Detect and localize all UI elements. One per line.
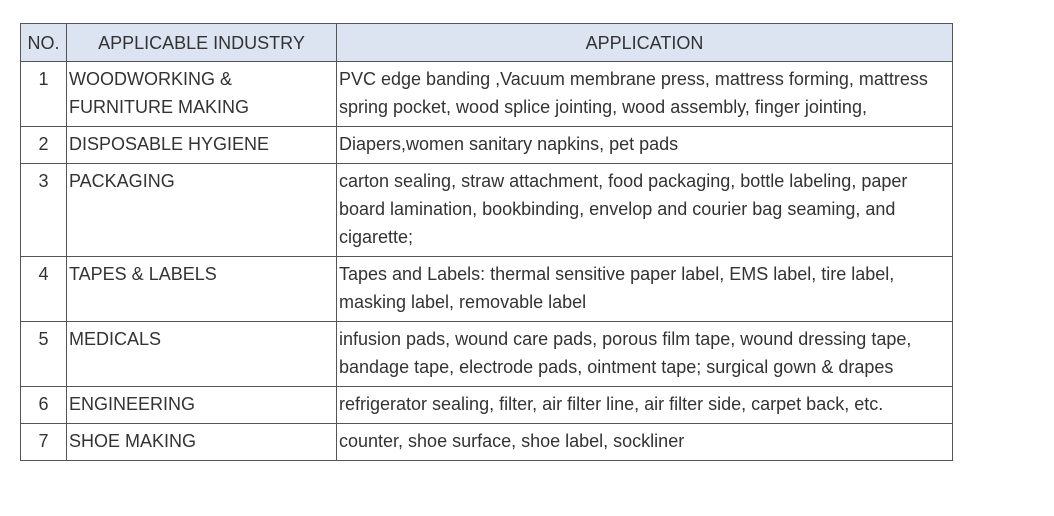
header-industry: APPLICABLE INDUSTRY: [67, 24, 337, 62]
application-cell: infusion pads, wound care pads, porous film tape, wound dressing tape, bandage tape, electrode pads, ointment tape; surgical gown & drapes: [337, 322, 953, 387]
application-cell: Tapes and Labels: thermal sensitive paper label, EMS label, tire label, masking label, removable label: [337, 257, 953, 322]
table-row: [21, 257, 953, 322]
table-row: [21, 387, 953, 424]
header-application: APPLICATION: [337, 24, 953, 62]
industry-cell: SHOE MAKING: [67, 424, 337, 461]
industry-cell: ENGINEERING: [67, 387, 337, 424]
industry-application-table: [20, 23, 953, 461]
row-number: 5: [21, 322, 67, 387]
row-number: 7: [21, 424, 67, 461]
table-header: [21, 24, 953, 62]
row-number: 1: [21, 62, 67, 127]
table-row: [21, 424, 953, 461]
header-row: [21, 24, 953, 62]
table-body: [21, 62, 953, 461]
application-cell: counter, shoe surface, shoe label, sockliner: [337, 424, 953, 461]
row-number: 3: [21, 164, 67, 257]
table-row: [21, 164, 953, 257]
row-number: 4: [21, 257, 67, 322]
application-cell: PVC edge banding ,Vacuum membrane press, mattress forming, mattress spring pocket, wood splice jointing, wood assembly, finger jointing,: [337, 62, 953, 127]
industry-cell: WOODWORKING & FURNITURE MAKING: [67, 62, 337, 127]
table-row: [21, 322, 953, 387]
industry-cell: PACKAGING: [67, 164, 337, 257]
row-number: 2: [21, 127, 67, 164]
table-row: [21, 62, 953, 127]
industry-cell: DISPOSABLE HYGIENE: [67, 127, 337, 164]
row-number: 6: [21, 387, 67, 424]
industry-cell: TAPES & LABELS: [67, 257, 337, 322]
industry-cell: MEDICALS: [67, 322, 337, 387]
application-cell: Diapers,women sanitary napkins, pet pads: [337, 127, 953, 164]
table-row: [21, 127, 953, 164]
header-no: NO.: [21, 24, 67, 62]
application-cell: carton sealing, straw attachment, food packaging, bottle labeling, paper board lamination, bookbinding, envelop and courier bag seaming, and cigarette;: [337, 164, 953, 257]
application-cell: refrigerator sealing, filter, air filter line, air filter side, carpet back, etc.: [337, 387, 953, 424]
